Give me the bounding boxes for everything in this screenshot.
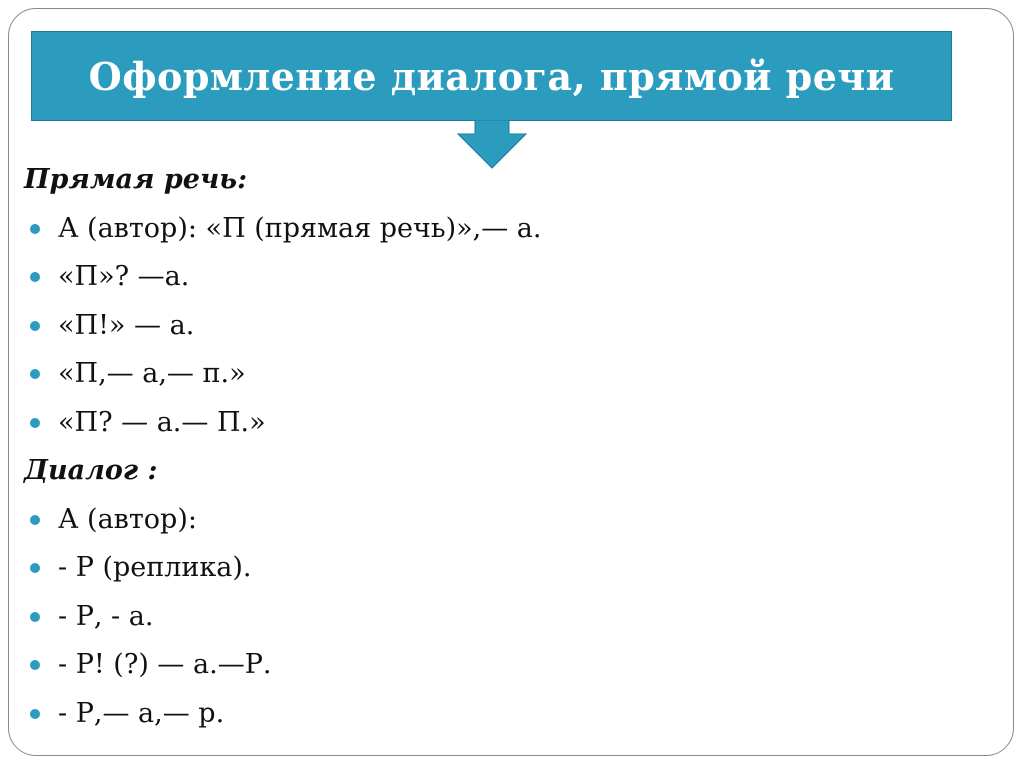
- bullet-dot-icon: [30, 369, 40, 379]
- list-item: [24, 690, 984, 739]
- list-item-text: «П,— а,— п.»: [58, 358, 246, 389]
- list-item-text: - Р! (?) — а.—Р.: [58, 649, 272, 680]
- list-item: [24, 399, 984, 448]
- bullet-dot-icon: [30, 515, 40, 525]
- bullet-dot-icon: [30, 224, 40, 234]
- page-title: Оформление диалога, прямой речи: [88, 53, 895, 99]
- bullet-dot-icon: [30, 612, 40, 622]
- bullet-dot-icon: [30, 563, 40, 573]
- title-banner: [31, 31, 952, 121]
- content-area: [24, 156, 984, 738]
- list-item: [24, 544, 984, 593]
- list-item-text: «П!» — а.: [58, 309, 195, 341]
- list-item-text: А (автор): «П (прямая речь)»,— а.: [58, 212, 542, 244]
- bullet-dot-icon: [30, 660, 40, 670]
- list-item-text: «П? — а.— П.»: [58, 406, 266, 438]
- list-item-text: «П»? —а.: [58, 261, 190, 292]
- list-item: [24, 205, 984, 254]
- bullet-dot-icon: [30, 418, 40, 428]
- section-heading-dialogue: Диалог :: [24, 455, 158, 486]
- list-item-text: - Р (реплика).: [58, 552, 252, 583]
- list-item: [24, 641, 984, 690]
- bullet-dot-icon: [30, 272, 40, 282]
- list-item: [24, 593, 984, 642]
- list-item: [24, 302, 984, 351]
- list-item: [24, 350, 984, 399]
- list-item: [24, 496, 984, 545]
- bullet-dot-icon: [30, 321, 40, 331]
- list-item: [24, 253, 984, 302]
- list-item-text: - Р,— а,— р.: [58, 697, 225, 729]
- section-heading-direct-speech: Прямая речь:: [24, 164, 248, 195]
- list-item-text: - Р, - а.: [58, 600, 154, 632]
- list-item-text: А (автор):: [58, 503, 197, 535]
- bullet-dot-icon: [30, 709, 40, 719]
